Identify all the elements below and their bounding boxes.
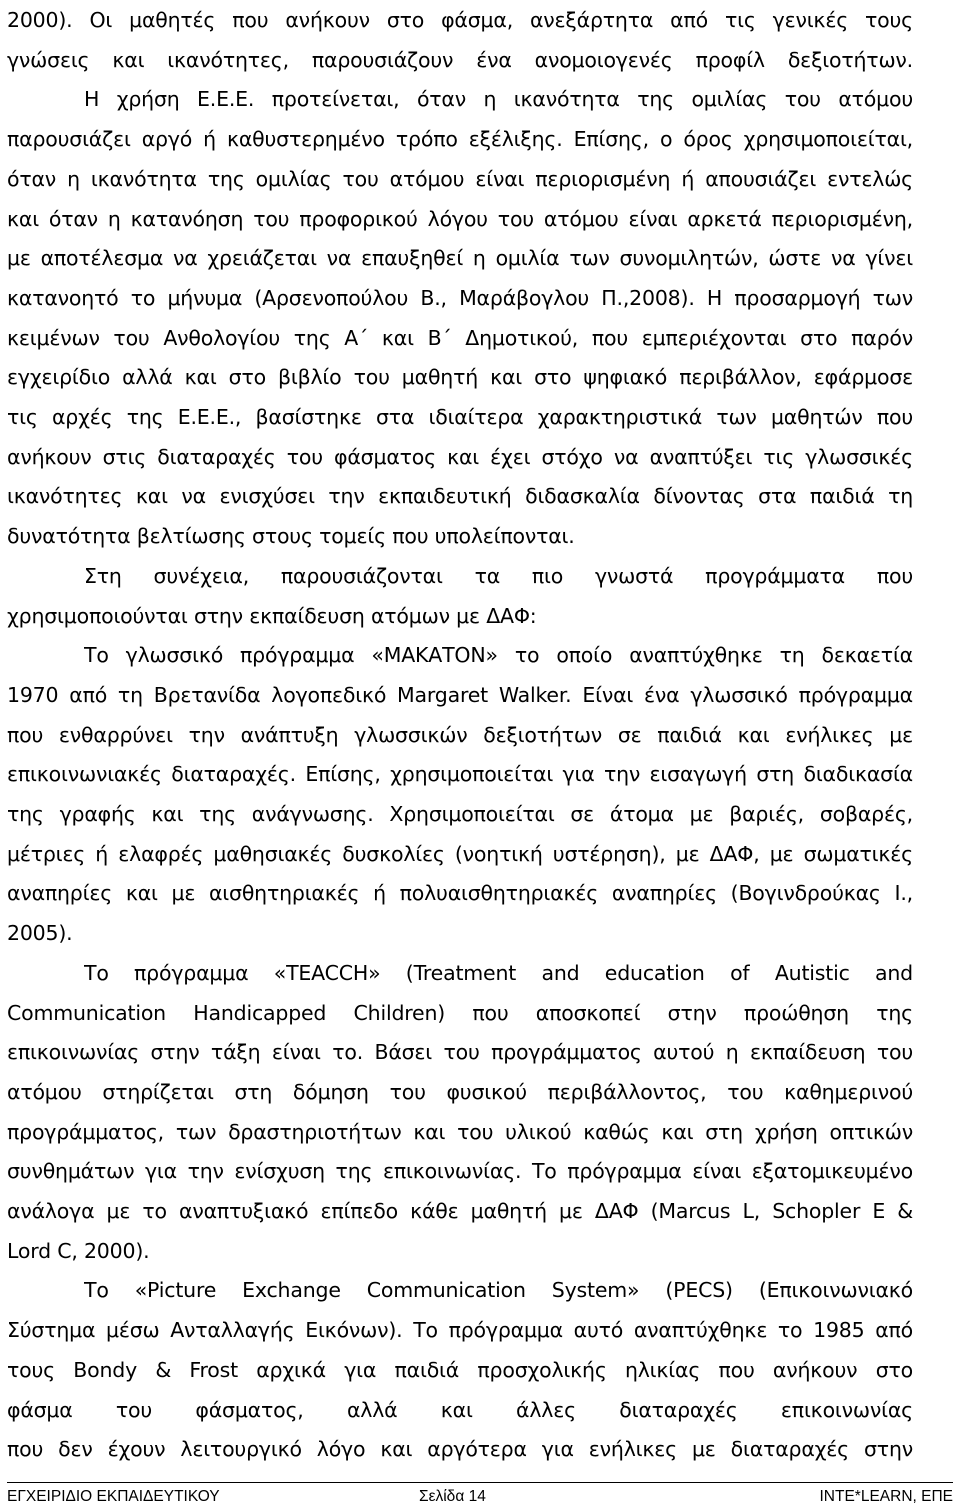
text-line: ανάλογα με το αναπτυξιακό επίπεδο κάθε μαθητή με ΔΑΦ (Marcus L, Schopler E & bbox=[7, 1199, 913, 1223]
text-line: κειμένων του Ανθολογίου της Α΄ και Β΄ Δημοτικού, που εμπεριέχονται στο παρόν bbox=[7, 325, 913, 350]
text-line: Το πρόγραμμα «TEACCH» (Treatment and education of Autistic and bbox=[84, 960, 913, 985]
text-line: 2000). Οι μαθητές που ανήκουν στο φάσμα, ανεξάρτητα από τις γενικές τους bbox=[7, 8, 913, 32]
text-line: επικοινωνίας στην τάξη είναι το. Βάσει του προγράμματος αυτού η εκπαίδευση του bbox=[7, 1040, 913, 1065]
text-line: φάσμα του φάσματος, αλλά και άλλες διαταραχές επικοινωνίας bbox=[7, 1397, 913, 1422]
text-line: γνώσεις και ικανότητες, παρουσιάζουν ένα ανομοιογενές προφίλ δεξιοτήτων. bbox=[7, 47, 913, 72]
footer-publisher: INTE*LEARN, ΕΠΕ bbox=[819, 1488, 953, 1505]
text-line: όταν η ικανότητα της ομιλίας του ατόμου είναι περιορισμένη ή απουσιάζει εντελώς bbox=[7, 166, 913, 191]
text-line: Lord C, 2000). bbox=[7, 1238, 150, 1263]
text-line: δυνατότητα βελτίωσης στους τομείς που υπολείπονται. bbox=[7, 524, 575, 549]
text-line: αναπηρίες και με αισθητηριακές ή πολυαισθητηριακές αναπηρίες (Βογινδρούκας Ι., bbox=[7, 881, 913, 906]
text-line: Σύστημα μέσω Ανταλλαγής Εικόνων). Το πρόγραμμα αυτό αναπτύχθηκε το 1985 από bbox=[7, 1318, 913, 1343]
text-line: εγχειρίδιο αλλά και στο βιβλίο του μαθητή και στο ψηφιακό περιβάλλον, εφάρμοσε bbox=[7, 365, 913, 390]
text-line: κατανοητό το μήνυμα (Αρσενοπούλου Β., Μαράβογλου Π.,2008). Η προσαρμογή των bbox=[7, 285, 913, 310]
text-line: Το «Picture Exchange Communication System» (PECS) (Επικοινωνιακό bbox=[84, 1278, 913, 1303]
text-line: με αποτέλεσμα να χρειάζεται να επαυξηθεί η ομιλία των συνομιλητών, ώστε να γίνει bbox=[7, 246, 913, 271]
text-line: 2005). bbox=[7, 921, 73, 946]
text-line: Στη συνέχεια, παρουσιάζονται τα πιο γνωστά προγράμματα που bbox=[84, 563, 913, 588]
text-line: Communication Handicapped Children) που αποσκοπεί στην προώθηση της bbox=[7, 1000, 913, 1025]
text-line: της γραφής και της ανάγνωσης. Χρησιμοποιείται σε άτομα με βαριές, σοβαρές, bbox=[7, 802, 913, 826]
text-line: ανήκουν στις διαταραχές του φάσματος και έχει στόχο να αναπτύξει τις γλωσσικές bbox=[7, 444, 913, 469]
text-line: και όταν η κατανόηση του προφορικού λόγου του ατόμου είναι αρκετά περιορισμένη, bbox=[7, 206, 913, 231]
text-line: Το γλωσσικό πρόγραμμα «ΜΑΚΑΤΟΝ» το οποίο αναπτύχθηκε τη δεκαετία bbox=[84, 643, 913, 668]
text-line: 1970 από τη Βρετανίδα λογοπεδικό Margaret Walker. Είναι ένα γλωσσικό πρόγραμμα bbox=[7, 682, 913, 707]
text-line: τις αρχές της Ε.Ε.Ε., βασίστηκε στα ιδιαίτερα χαρακτηριστικά των μαθητών που bbox=[7, 405, 913, 429]
text-line: που ενθαρρύνει την ανάπτυξη γλωσσικών δεξιοτήτων σε παιδιά και ενήλικες με bbox=[7, 722, 913, 747]
text-line: συνθημάτων για την ενίσχυση της επικοινωνίας. Το πρόγραμμα είναι εξατομικευμένο bbox=[7, 1159, 913, 1184]
text-line: επικοινωνιακές διαταραχές. Επίσης, χρησιμοποιείται για την εισαγωγή στη διαδικασία bbox=[7, 762, 913, 787]
footer-title: ΕΓΧΕΙΡΙΔΙΟ ΕΚΠΑΙΔΕΥΤΙΚΟΥ bbox=[7, 1488, 220, 1505]
text-line: τους Bondy & Frost αρχικά για παιδιά προσχολικής ηλικίας που ανήκουν στο bbox=[7, 1357, 913, 1382]
text-line: Η χρήση Ε.Ε.Ε. προτείνεται, όταν η ικανότητα της ομιλίας του ατόμου bbox=[84, 87, 913, 112]
text-line: παρουσιάζει αργό ή καθυστερημένο τρόπο εξέλιξης. Επίσης, ο όρος χρησιμοποιείται, bbox=[7, 127, 913, 152]
text-line: ατόμου στηρίζεται στη δόμηση του φυσικού περιβάλλοντος, του καθημερινού bbox=[7, 1079, 913, 1104]
text-line: χρησιμοποιούνται στην εκπαίδευση ατόμων με ΔΑΦ: bbox=[7, 603, 537, 628]
page-number: Σελίδα 14 bbox=[419, 1488, 486, 1505]
text-line: ικανότητες και να ενισχύσει την εκπαιδευτική διδασκαλία δίνοντας στα παιδιά τη bbox=[7, 484, 913, 509]
text-line: προγράμματος, των δραστηριοτήτων και του υλικού καθώς και στη χρήση οπτικών bbox=[7, 1119, 913, 1144]
text-line: που δεν έχουν λειτουργικό λόγο και αργότερα για ενήλικες με διαταραχές στην bbox=[7, 1437, 913, 1462]
text-line: μέτριες ή ελαφρές μαθησιακές δυσκολίες (νοητική υστέρηση), με ΔΑΦ, με σωματικές bbox=[7, 841, 913, 866]
page-footer bbox=[7, 1482, 953, 1507]
